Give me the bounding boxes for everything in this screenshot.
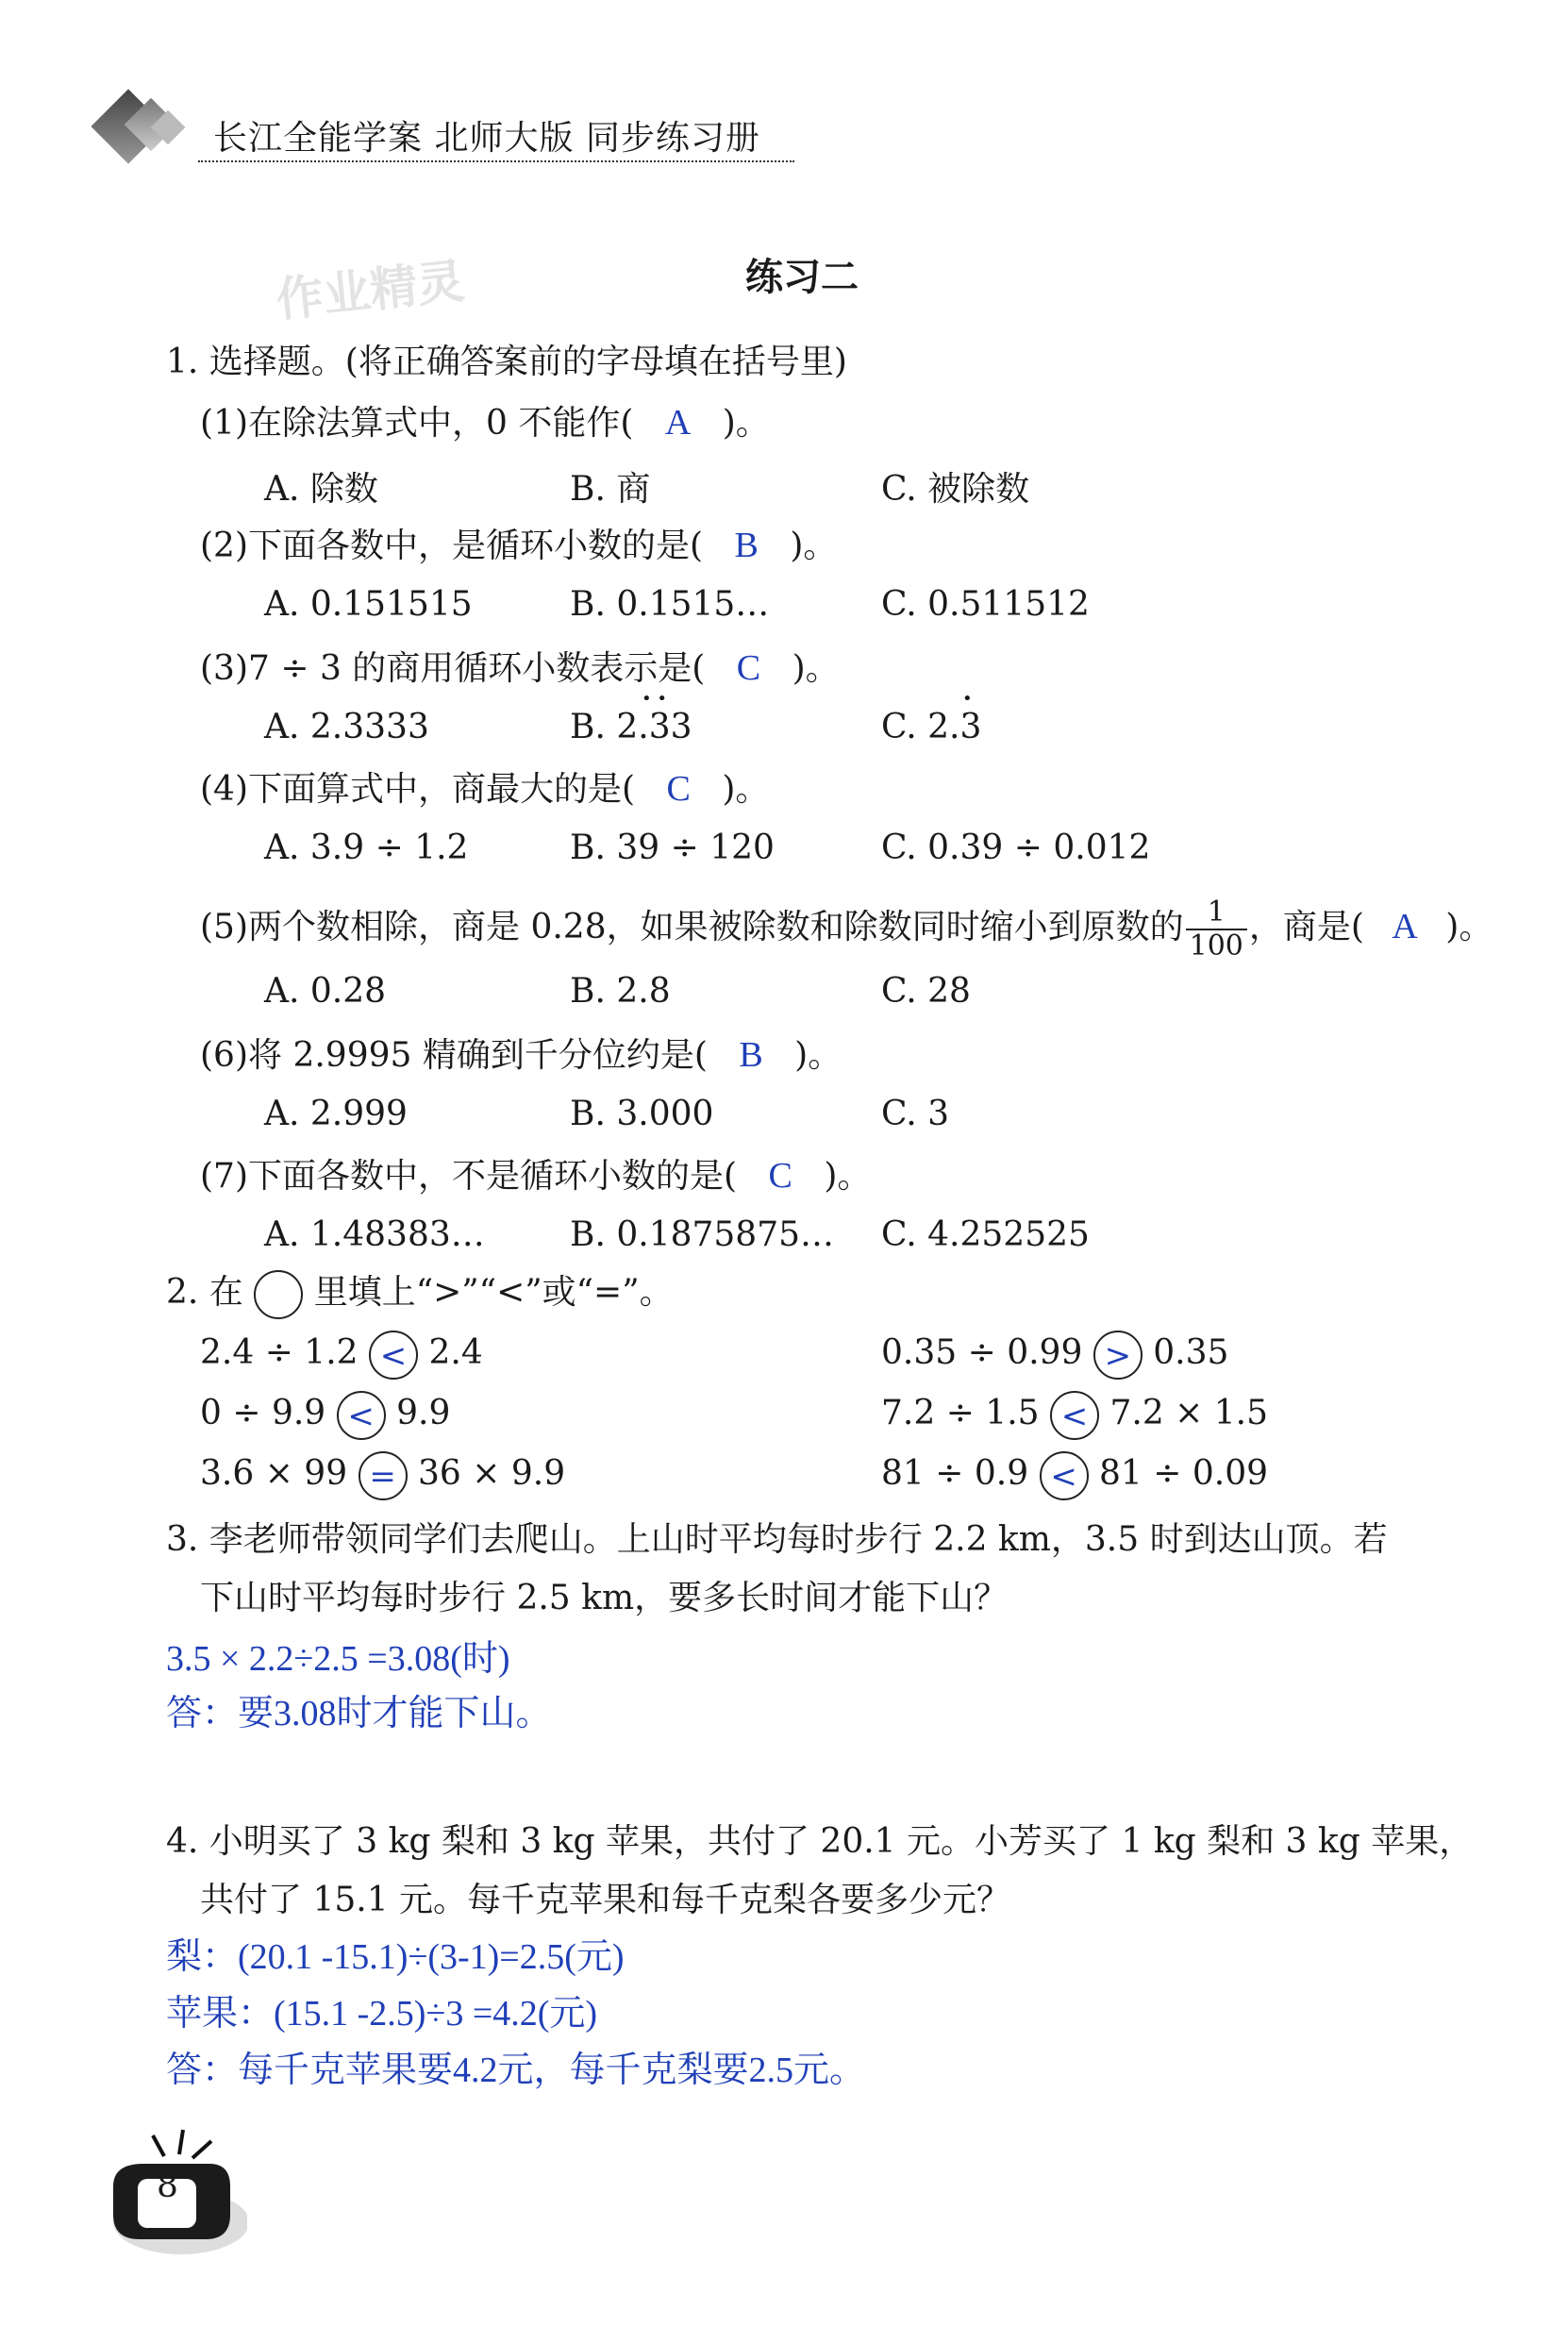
- q1-item-6: [200, 1032, 842, 1079]
- q1-item-6-stem: (6)将 2.9995 精确到千分位约是(: [200, 1036, 708, 1075]
- q2-prompt: [166, 1270, 674, 1319]
- q1-item-4-option-c: C. 0.39 ÷ 0.012: [881, 829, 1151, 867]
- q1-item-4-tail: )。: [722, 770, 770, 809]
- q1-prompt: 1. 选择题。(将正确答案前的字母填在括号里): [166, 343, 847, 381]
- fraction-numerator: 1: [1186, 896, 1247, 930]
- q1-item-1: [200, 400, 770, 446]
- q2-expr: 7.2 ÷ 1.5: [881, 1394, 1040, 1432]
- q1-item-6-option-a: A. 2.999: [264, 1095, 408, 1133]
- q1-item-3: [200, 645, 840, 692]
- q1-item-4: [200, 766, 769, 812]
- fraction-denominator: 100: [1189, 929, 1243, 963]
- q2-answer-circle: <: [369, 1331, 418, 1380]
- q2-answer-circle: <: [337, 1391, 386, 1440]
- q1-item-7-tail: )。: [824, 1157, 872, 1196]
- q1-item-5-stem2: ，商是(: [1248, 908, 1364, 946]
- q1-item-3-option-b: B. 2.33: [570, 708, 692, 746]
- q1-item-4-option-a: A. 3.9 ÷ 1.2: [264, 829, 469, 867]
- q1-item-1-stem: (1)在除法算式中，0 不能作(: [200, 404, 634, 443]
- q1-item-2-answer: B: [734, 526, 759, 565]
- q1-item-2-option-a: A. 0.151515: [264, 585, 473, 624]
- q1-item-5-fraction: [1186, 896, 1247, 963]
- q1-item-7-option-c: C. 4.252525: [881, 1215, 1090, 1254]
- q3-line-1: 3. 李老师带领同学们去爬山。上山时平均每时步行 2.2 km，3.5 时到达山顶。若: [166, 1520, 1388, 1559]
- q1-item-6-answer: B: [739, 1035, 763, 1075]
- q3-answer: 答：要3.08时才能下山。: [166, 1694, 552, 1733]
- q2-expr: 81 ÷ 0.9: [881, 1454, 1029, 1493]
- q1-item-5-option-c: C. 28: [881, 972, 971, 1011]
- q2-expr: 2.4: [428, 1333, 483, 1372]
- q2-expr: 0 ÷ 9.9: [200, 1394, 326, 1432]
- q2-row-1-left: [200, 1331, 483, 1380]
- q2-prompt-a: 2. 在: [166, 1273, 243, 1312]
- q2-row-2-left: [200, 1391, 450, 1440]
- q1-item-1-option-a: A. 除数: [264, 470, 378, 509]
- q2-row-1-right: [881, 1331, 1228, 1380]
- page-number: 8: [157, 2167, 178, 2205]
- q1-item-4-answer: C: [666, 769, 691, 809]
- q1-item-6-option-b: B. 3.000: [570, 1095, 714, 1133]
- q1-item-6-option-c: C. 3: [881, 1095, 950, 1133]
- q1-item-5: [200, 896, 1493, 963]
- q2-row-3-right: [881, 1451, 1268, 1500]
- q1-item-1-tail: )。: [722, 404, 770, 443]
- q1-item-7-stem: (7)下面各数中，不是循环小数的是(: [200, 1157, 738, 1196]
- q2-answer-circle: =: [359, 1451, 408, 1500]
- q1-item-4-option-b: B. 39 ÷ 120: [570, 829, 775, 867]
- q1-item-2-option-c: C. 0.511512: [881, 585, 1090, 624]
- q2-expr: 0.35: [1153, 1333, 1229, 1372]
- q2-expr: 3.6 × 99: [200, 1454, 348, 1493]
- q2-prompt-b: 里填上“>”“<”或“=”。: [313, 1273, 674, 1312]
- q1-item-2-stem: (2)下面各数中，是循环小数的是(: [200, 527, 704, 565]
- q1-item-5-stem: (5)两个数相除，商是 0.28，如果被除数和除数同时缩小到原数的: [200, 908, 1184, 946]
- q4-work-2: 苹果：(15.1 -2.5)÷3 =4.2(元): [166, 1994, 598, 2034]
- repeat-dots-b: • •: [642, 689, 667, 709]
- q2-row-3-left: [200, 1451, 565, 1500]
- q1-item-2: [200, 523, 837, 569]
- q1-item-2-option-b: B. 0.1515…: [570, 585, 770, 624]
- q1-item-1-option-b: B. 商: [570, 470, 651, 509]
- q1-item-7-answer: C: [768, 1156, 792, 1196]
- q4-work-1: 梨：(20.1 -15.1)÷(3-1)=2.5(元): [166, 1937, 625, 1977]
- q2-expr: 7.2 × 1.5: [1109, 1394, 1269, 1432]
- q1-item-3-tail: )。: [792, 649, 840, 688]
- q4-line-2: 共付了 15.1 元。每千克苹果和每千克梨各要多少元？: [200, 1881, 1011, 1919]
- q3-line-2: 下山时平均每时步行 2.5 km，要多长时间才能下山？: [200, 1579, 1009, 1617]
- q1-item-7: [200, 1153, 871, 1199]
- q2-expr: 0.35 ÷ 0.99: [881, 1333, 1083, 1372]
- q1-item-3-option-a: A. 2.3333: [264, 708, 429, 746]
- q1-item-5-answer: A: [1392, 907, 1418, 946]
- page-title: 练习二: [745, 256, 859, 299]
- q1-item-1-option-c: C. 被除数: [881, 470, 1030, 509]
- q2-answer-circle: <: [1050, 1391, 1099, 1440]
- repeat-dot-c: •: [962, 689, 973, 709]
- q2-expr: 36 × 9.9: [418, 1454, 566, 1493]
- q1-item-1-answer: A: [664, 403, 692, 443]
- q1-item-5-option-a: A. 0.28: [264, 972, 387, 1011]
- q1-item-5-option-b: B. 2.8: [570, 972, 671, 1011]
- q2-expr: 81 ÷ 0.09: [1099, 1454, 1269, 1493]
- header-title: 长江全能学案 北师大版 同步练习册: [213, 119, 760, 158]
- q2-expr: 2.4 ÷ 1.2: [200, 1333, 359, 1372]
- q1-item-4-stem: (4)下面算式中，商最大的是(: [200, 770, 636, 809]
- q4-answer: 答：每千克苹果要4.2元，每千克梨要2.5元。: [166, 2051, 866, 2090]
- q2-row-2-right: [881, 1391, 1268, 1440]
- header-divider: [198, 160, 794, 162]
- q4-line-1: 4. 小明买了 3 kg 梨和 3 kg 苹果，共付了 20.1 元。小芳买了 1 kg 梨和 3 kg 苹果，: [166, 1822, 1474, 1861]
- q2-expr: 9.9: [396, 1394, 451, 1432]
- q1-item-3-option-c: C. 2.3: [881, 708, 982, 746]
- q2-answer-circle: <: [1040, 1451, 1089, 1500]
- q1-item-3-answer: C: [736, 648, 761, 688]
- watermark-stamp: 作业精灵: [273, 253, 467, 328]
- q1-item-2-tail: )。: [790, 527, 838, 565]
- empty-circle-icon: [254, 1270, 303, 1319]
- q1-item-7-option-a: A. 1.48383…: [264, 1215, 485, 1254]
- q1-item-5-tail: )。: [1445, 908, 1493, 946]
- q1-item-3-stem: (3)7 ÷ 3 的商用循环小数表示是(: [200, 649, 706, 688]
- q2-answer-circle: >: [1093, 1331, 1143, 1380]
- q1-item-6-tail: )。: [794, 1036, 842, 1075]
- q3-work: 3.5 × 2.2÷2.5 =3.08(时): [166, 1639, 510, 1679]
- q1-item-7-option-b: B. 0.1875875…: [570, 1215, 835, 1254]
